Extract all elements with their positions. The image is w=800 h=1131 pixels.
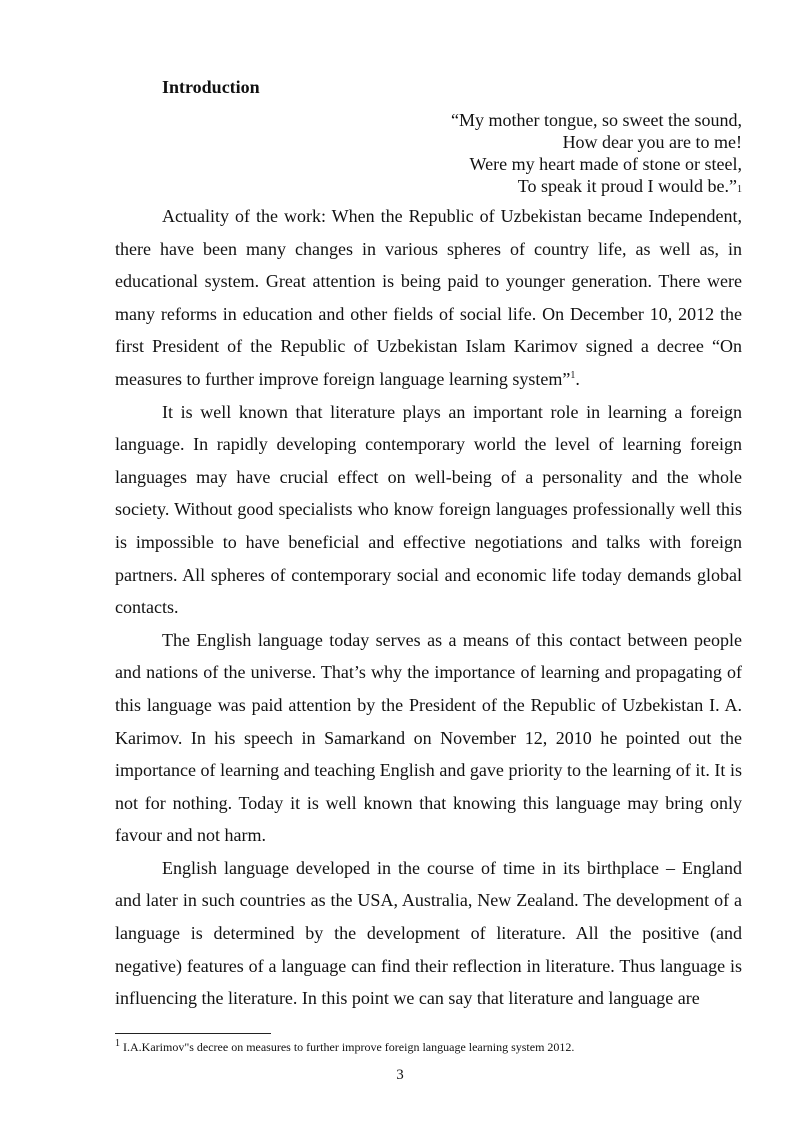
footnote-reference: 1 bbox=[570, 369, 576, 381]
body-text bbox=[115, 200, 742, 1015]
epigraph-line: Were my heart made of stone or steel, bbox=[469, 154, 742, 174]
paragraph-end: . bbox=[575, 368, 580, 389]
epigraph-line: To speak it proud I would be.” bbox=[517, 176, 737, 196]
footnote-separator bbox=[115, 1033, 271, 1034]
epigraph bbox=[451, 109, 742, 201]
footnote-mark: 1 bbox=[115, 1038, 120, 1049]
footnote-text: I.A.Karimov"s decree on measures to further improve foreign language learning system 2012. bbox=[120, 1040, 575, 1054]
section-heading: Introduction bbox=[162, 77, 260, 97]
paragraph-development: English language developed in the course of time in its birthplace – England and later in such countries as the USA, Australia, New Zealand. The development of a language is determined by the development of literature. All the positive (and negative) features of a language can find their reflection in literature. Thus language is influencing the literature. In this point we can say that literature and language are bbox=[115, 857, 742, 1009]
epigraph-line: “My mother tongue, so sweet the sound, bbox=[451, 110, 742, 130]
paragraph-literature-role: It is well known that literature plays an important role in learning a foreign language. In rapidly developing contemporary world the level of learning foreign languages may have crucial effect on well-being of a personality and the whole society. Without good specialists who know foreign languages professionally well this is impossible to have beneficial and effective negotiations and talks with foreign partners. All spheres of contemporary social and economic life today demands global contacts. bbox=[115, 401, 742, 618]
footnote bbox=[115, 1039, 574, 1055]
paragraph-english-language: The English language today serves as a means of this contact between people and nations of the universe. That’s why the importance of learning and propagating of this language was paid attention by the President of the Republic of Uzbekistan I. A. Karimov. In his speech in Samarkand on November 12, 2010 he pointed out the importance of learning and teaching English and gave priority to the learning of it. It is not for nothing. Today it is well known that knowing this language may bring only favour and not harm. bbox=[115, 629, 742, 846]
epigraph-footnote-mark: 1 bbox=[737, 184, 742, 195]
paragraph-text: Actuality of the work: When the Republic of Uzbekistan became Independent, there have been many changes in various spheres of country life, as well as, in educational system. Great attention is being paid to younger generation. There were many reforms in education and other fields of social life. On December 10, 2012 the first President of the Republic of Uzbekistan Islam Karimov signed a decree “On measures to further improve foreign language learning system” bbox=[115, 206, 742, 389]
paragraph-actuality bbox=[115, 200, 742, 396]
epigraph-line-last bbox=[451, 175, 742, 201]
epigraph-line: How dear you are to me! bbox=[562, 132, 742, 152]
page-number: 3 bbox=[396, 1067, 404, 1083]
